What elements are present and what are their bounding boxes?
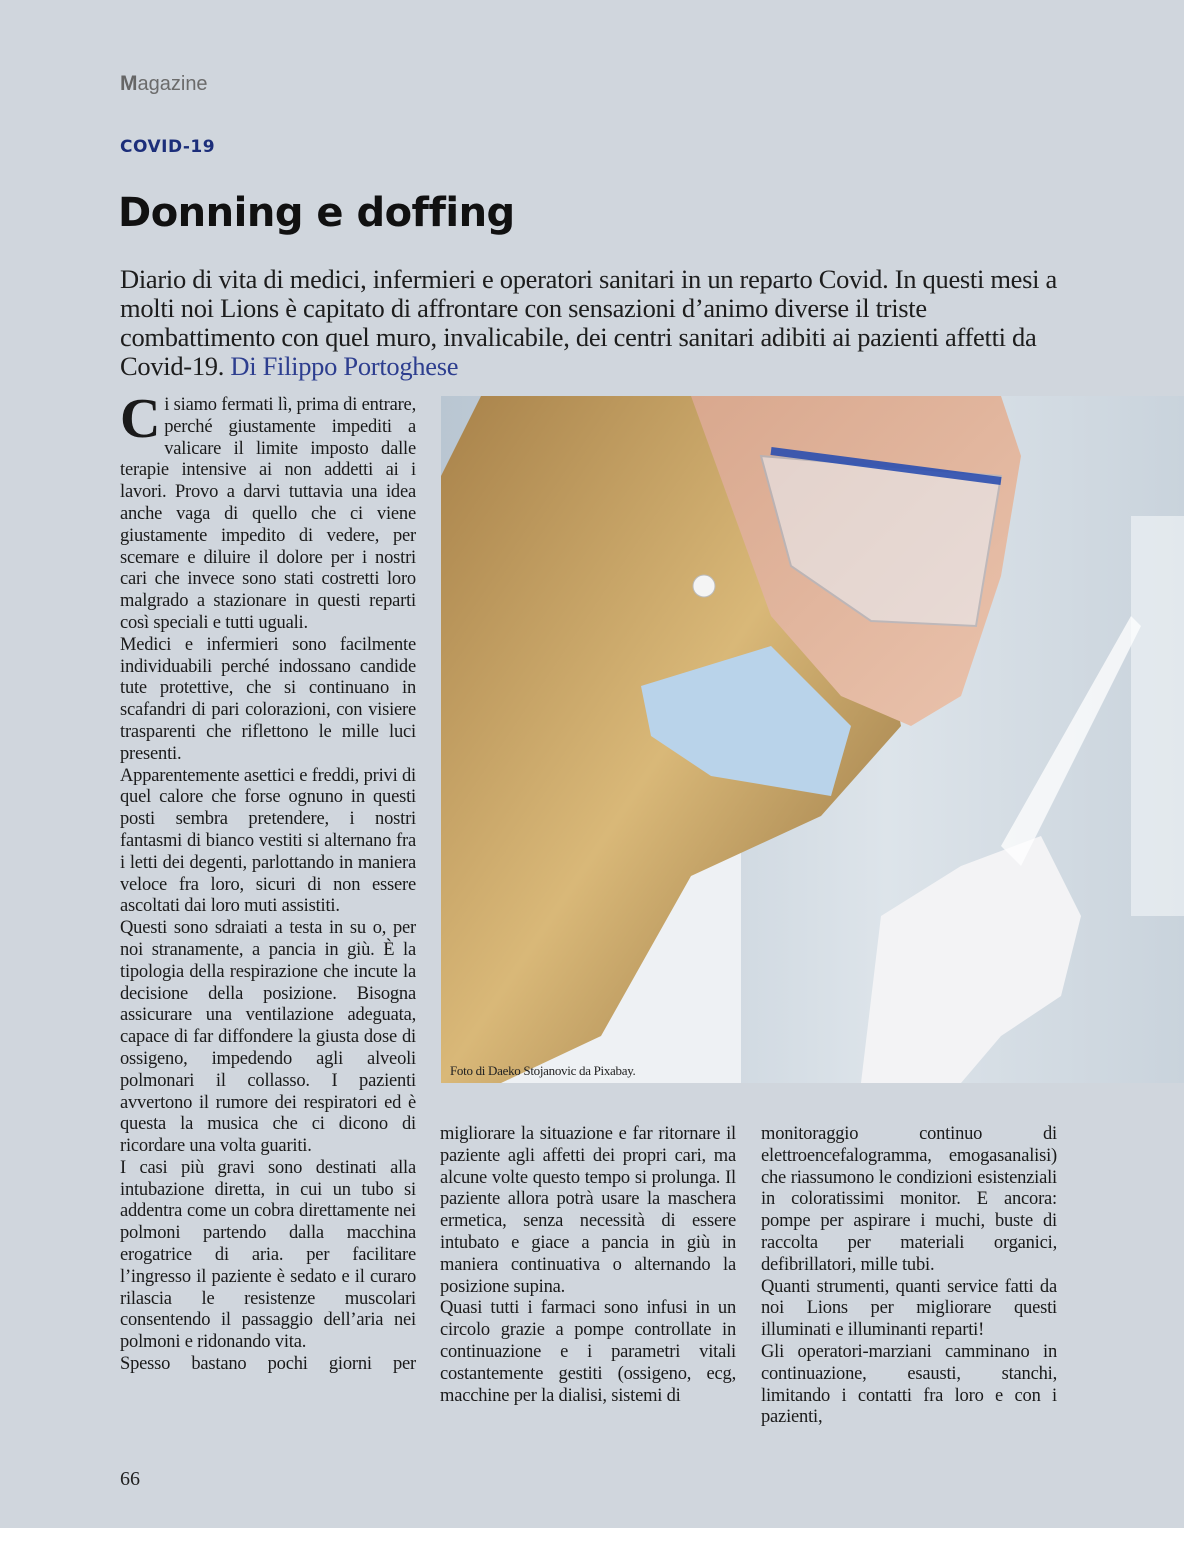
text-column-2 [440, 1124, 736, 1407]
paragraph [120, 388, 416, 635]
page-margin-bottom [0, 1528, 1200, 1541]
paragraph: Spesso bastano pochi giorni per [120, 1354, 416, 1375]
section-label [120, 72, 208, 96]
photo-illustration [441, 396, 1184, 1083]
paragraph: migliorare la situazione e far ritornare il paziente agli affetti dei propri cari, ma alcune volte questo tempo si prolunga. Il paziente allora potrà usare la maschera ermetica, senza necessità di essere intubato e giace a pancia in giù in maniera continuativa o alternando la posizione supina. [440, 1124, 736, 1297]
paragraph: Quanti strumenti, quanti service fatti da noi Lions per migliorare questi illuminati e illuminanti reparti! [761, 1276, 1057, 1341]
article-photo [441, 396, 1184, 1083]
section-label-rest: agazine [137, 73, 208, 95]
drop-cap: C [120, 388, 161, 450]
article-lead [120, 265, 1065, 381]
category-kicker: COVID-19 [120, 137, 216, 157]
paragraph-text: i siamo fermati lì, prima di entrare, perché giustamente impediti a valicare il limite imposto dalle terapie intensive ai non addetti ai i lavori. Provo a darvi tuttavia una idea anche vaga di quello che ci viene giustamente impedito di vedere, per scemare e diluire il dolore per i nostri cari che invece sono stati costretti loro malgrado a stazionare in questi reparti così speciali e tutti uguali. [120, 395, 416, 633]
text-column-1 [120, 388, 416, 1376]
paragraph: Quasi tutti i farmaci sono infusi in un circolo grazie a pompe controllate in continuazione e i parametri vitali costantemente gestiti (ossigeno, ecg, macchine per la dialisi, sistemi di [440, 1298, 736, 1406]
paragraph: Gli operatori-marziani camminano in continuazione, esausti, stanchi, limitando i contatti fra loro e con i pazienti, [761, 1341, 1057, 1428]
article-title: Donning e doffing [118, 190, 515, 236]
paragraph: Questi sono sdraiati a testa in su o, per noi stranamente, a pancia in giù. È la tipologia della respirazione che incute la decisione della posizione. Bisogna assicurare una ventilazione adeguata, capace di far diffondere la giusta dose di ossigeno, impedendo agli alveoli polmonari il collasso. I pazienti avvertono il rumore dei respiratori ed è questa la musica che ci dicono di ricordare una volta guariti. [120, 918, 416, 1157]
paragraph: Apparentemente asettici e freddi, privi di quel calore che forse ognuno in questi posti sembra pretendere, i nostri fantasmi di bianco vestiti si alternano fra i letti dei degenti, parlottando in maniera veloce fra loro, sicuri di non essere ascoltati dai loro muti assistiti. [120, 765, 416, 917]
photo-caption: Foto di Daeko Stojanovic da Pixabay. [450, 1063, 636, 1078]
section-label-initial: M [120, 72, 138, 95]
lead-text: Diario di vita di medici, infermieri e operatori sanitari in un reparto Covid. In questi mesi a molti noi Lions è capitato di affrontare con sensazioni d’animo diverse il triste combattimento con quel muro, invalicabile, dei centri sanitari adibiti ai pazienti affetti da Covid-19. [120, 264, 1058, 381]
paragraph: monitoraggio continuo di elettroencefalogramma, emogasanalisi) che riassumono le condizioni esistenziali in coloratissimi monitor. E ancora: pompe per aspirare i muchi, buste di raccolta per materiali organici, defibrillatori, mille tubi. [761, 1124, 1057, 1275]
paragraph: I casi più gravi sono destinati alla intubazione diretta, in cui un tubo si addentra come un cobra direttamente nei polmoni partendo dalla macchina erogatrice di aria. per facilitare l’ingresso il paziente è sedato e il curaro rilascia le resistenze muscolari consentendo il passaggio dell’aria nei polmoni e ridonando vita. [120, 1157, 416, 1353]
page-margin-right [1184, 0, 1200, 1541]
byline: Di Filippo Portoghese [230, 351, 459, 381]
text-column-3 [761, 1124, 1057, 1429]
page-number: 66 [120, 1468, 140, 1490]
paragraph: Medici e infermieri sono facilmente individuabili perché indossano candide tute protettive, che si continuano in scafandri di pari colorazioni, con visiere trasparenti che riflettono le mille luci presenti. [120, 634, 416, 764]
